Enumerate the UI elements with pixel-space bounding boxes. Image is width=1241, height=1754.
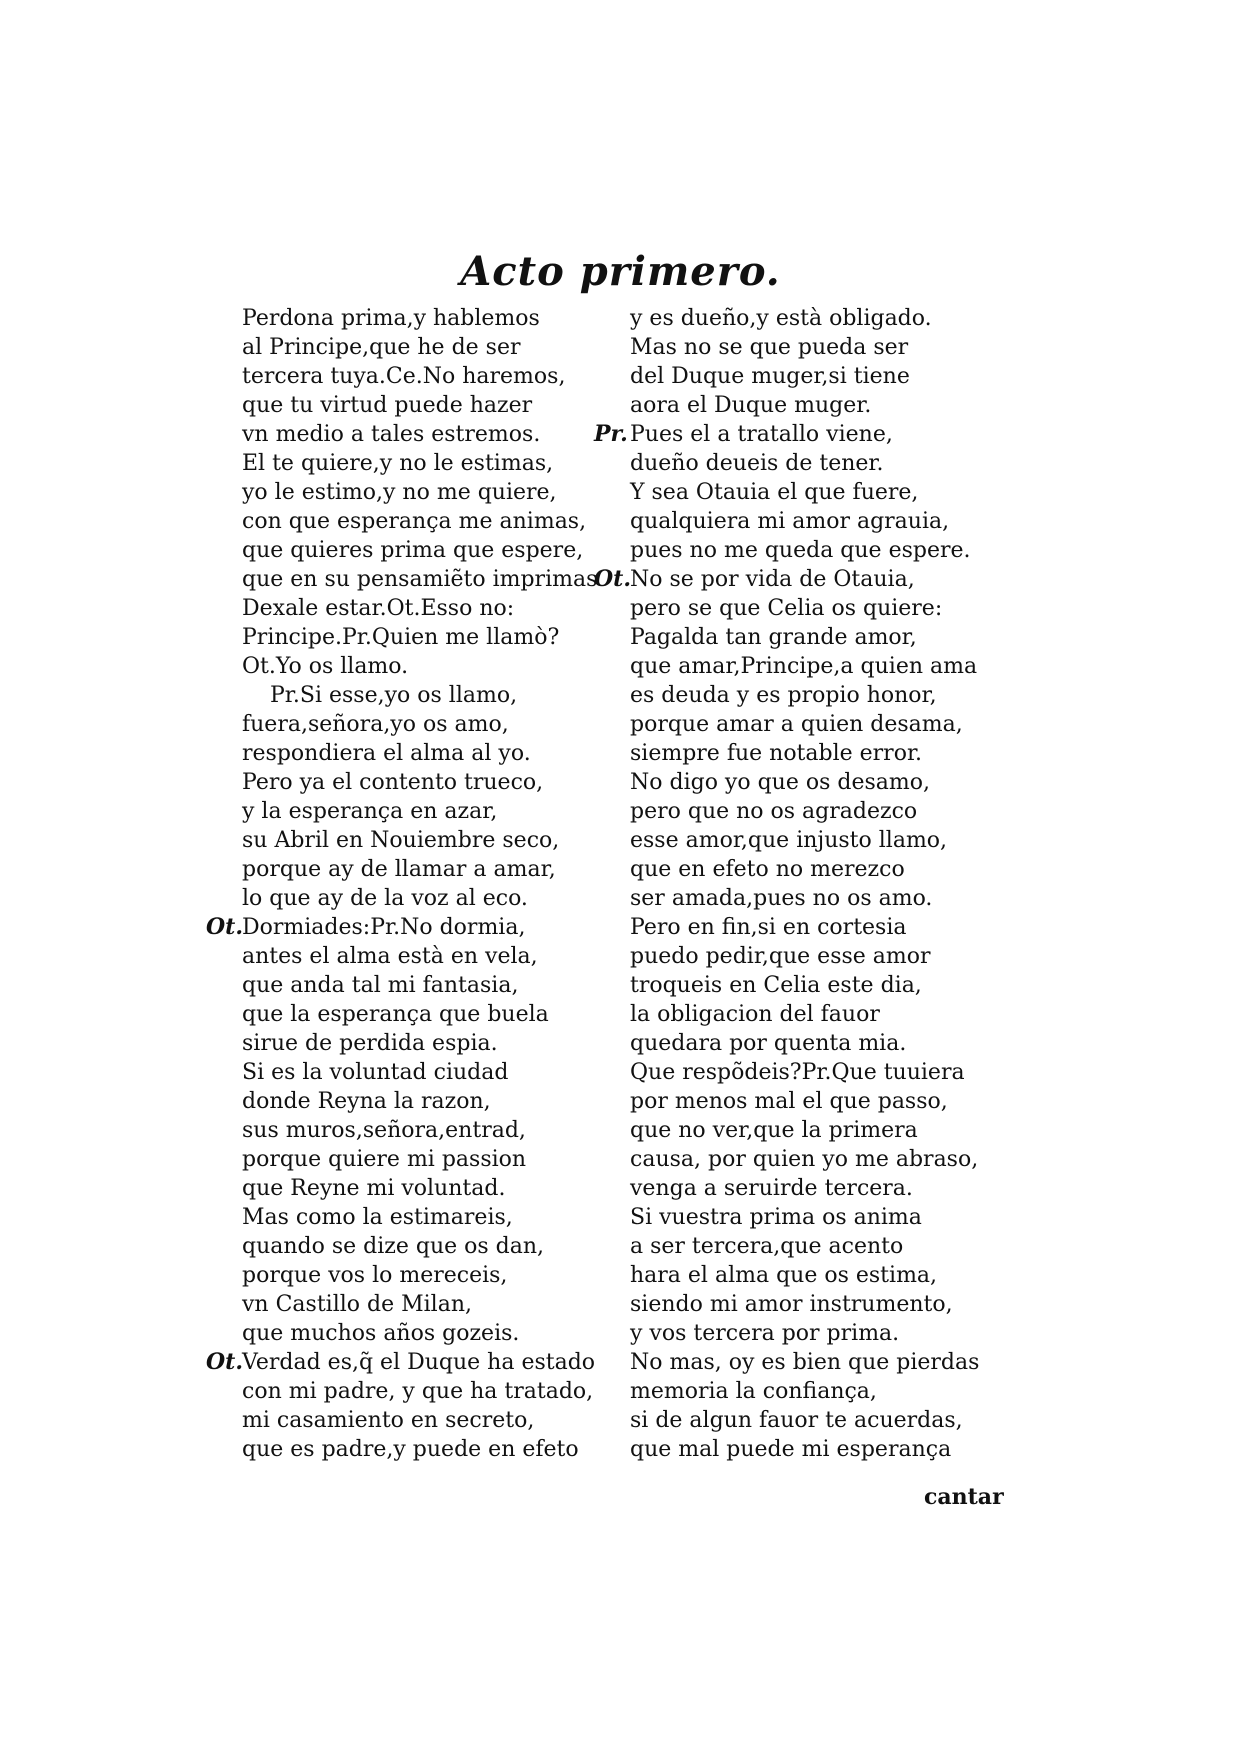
verse-line <box>242 1116 602 1145</box>
verse-text: Si es la voluntad ciudad <box>242 1060 509 1085</box>
verse-line <box>242 971 602 1000</box>
verse-text: Mas como la estimareis, <box>242 1205 513 1230</box>
verse-text: vn medio a tales estremos. <box>242 422 541 447</box>
verse-text: que anda tal mi fantasia, <box>242 973 519 998</box>
verse-text: Mas no se que pueda ser <box>630 335 909 360</box>
verse-text: porque ay de llamar a amar, <box>242 857 556 882</box>
verse-line <box>242 594 602 623</box>
verse-line <box>630 1435 990 1464</box>
verse-text: causa, por quien yo me abraso, <box>630 1147 979 1172</box>
verse-text: qualquiera mi amor agrauia, <box>630 509 950 534</box>
speaker-label: Ot. <box>206 1349 243 1375</box>
page-title: Acto primero. <box>460 248 781 295</box>
verse-line <box>630 652 990 681</box>
verse-line <box>630 1348 990 1377</box>
verse-line <box>242 1000 602 1029</box>
verse-line <box>242 797 602 826</box>
speaker-label: Pr. <box>594 421 628 447</box>
verse-text: esse amor,que injusto llamo, <box>630 828 948 853</box>
verse-text: sirue de perdida espia. <box>242 1031 498 1056</box>
verse-line <box>630 1145 990 1174</box>
verse-text: al Principe,que he de ser <box>242 335 521 360</box>
verse-text: Si vuestra prima os anima <box>630 1205 922 1230</box>
verse-text: porque vos lo mereceis, <box>242 1263 508 1288</box>
verse-text: Dexale estar.Ot.Esso no: <box>242 596 515 621</box>
verse-line <box>630 942 990 971</box>
verse-line <box>242 710 602 739</box>
verse-text: puedo pedir,que esse amor <box>630 944 931 969</box>
verse-line <box>630 623 990 652</box>
catchword: cantar <box>924 1484 1004 1510</box>
verse-text: dueño deueis de tener. <box>630 451 884 476</box>
verse-line <box>242 420 602 449</box>
verse-line <box>630 971 990 1000</box>
verse-line <box>630 304 990 333</box>
verse-text: venga a seruirde tercera. <box>630 1176 913 1201</box>
verse-text: que no ver,que la primera <box>630 1118 918 1143</box>
verse-text: que tu virtud puede hazer <box>242 393 533 418</box>
verse-text: quedara por quenta mia. <box>630 1031 907 1056</box>
verse-text: Pero ya el contento trueco, <box>242 770 544 795</box>
speaker-label: Ot. <box>594 566 631 592</box>
verse-line <box>242 1290 602 1319</box>
verse-text: que amar,Principe,a quien ama <box>630 654 978 679</box>
verse-line <box>630 1261 990 1290</box>
verse-text: quando se dize que os dan, <box>242 1234 545 1259</box>
verse-line <box>630 362 990 391</box>
verse-text: tercera tuya.Ce.No haremos, <box>242 364 566 389</box>
verse-text: antes el alma està en vela, <box>242 944 538 969</box>
verse-text: troqueis en Celia este dia, <box>630 973 922 998</box>
verse-text: que muchos años gozeis. <box>242 1321 520 1346</box>
verse-text: y la esperança en azar, <box>242 799 498 824</box>
verse-text: que la esperança que buela <box>242 1002 549 1027</box>
verse-text: ser amada,pues no os amo. <box>630 886 933 911</box>
verse-line <box>242 1145 602 1174</box>
verse-text: que Reyne mi voluntad. <box>242 1176 506 1201</box>
verse-line <box>242 1319 602 1348</box>
verse-line <box>242 884 602 913</box>
verse-line <box>630 1203 990 1232</box>
verse-text: por menos mal el que passo, <box>630 1089 948 1114</box>
verse-line <box>630 594 990 623</box>
verse-text: siendo mi amor instrumento, <box>630 1292 953 1317</box>
verse-text: fuera,señora,yo os amo, <box>242 712 509 737</box>
verse-text: aora el Duque muger. <box>630 393 872 418</box>
verse-line <box>630 478 990 507</box>
verse-text: del Duque muger,si tiene <box>630 364 910 389</box>
verse-line <box>630 1000 990 1029</box>
verse-text: Pero en fin,si en cortesia <box>630 915 907 940</box>
verse-line <box>630 1116 990 1145</box>
left-column <box>206 304 602 1464</box>
verse-text: y vos tercera por prima. <box>630 1321 900 1346</box>
verse-line <box>630 1058 990 1087</box>
verse-line <box>630 681 990 710</box>
verse-line <box>630 1232 990 1261</box>
verse-text: pero que no os agradezco <box>630 799 918 824</box>
verse-text: porque amar a quien desama, <box>630 712 963 737</box>
verse-line <box>242 449 602 478</box>
verse-text: mi casamiento en secreto, <box>242 1408 535 1433</box>
verse-text: y es dueño,y està obligado. <box>630 306 932 331</box>
verse-text: El te quiere,y no le estimas, <box>242 451 554 476</box>
verse-line <box>242 1406 602 1435</box>
verse-text: No mas, oy es bien que pierdas <box>630 1350 980 1375</box>
verse-line <box>242 1029 602 1058</box>
verse-line <box>630 826 990 855</box>
verse-text: No se por vida de Otauia, <box>630 567 915 592</box>
verse-line <box>594 565 990 594</box>
verse-text: siempre fue notable error. <box>630 741 923 766</box>
verse-text: Perdona prima,y hablemos <box>242 306 540 331</box>
verse-line <box>242 1203 602 1232</box>
verse-text: con que esperança me animas, <box>242 509 587 534</box>
verse-text: pero se que Celia os quiere: <box>630 596 943 621</box>
verse-text: pues no me queda que espere. <box>630 538 971 563</box>
verse-line <box>630 333 990 362</box>
verse-line <box>242 1232 602 1261</box>
verse-line <box>242 536 602 565</box>
verse-text: porque quiere mi passion <box>242 1147 527 1172</box>
verse-text: es deuda y es propio honor, <box>630 683 937 708</box>
verse-text: Pues el a tratallo viene, <box>630 422 893 447</box>
verse-line <box>242 768 602 797</box>
verse-line <box>630 797 990 826</box>
right-column <box>594 304 990 1464</box>
verse-text: Y sea Otauia el que fuere, <box>630 480 919 505</box>
verse-line <box>630 1174 990 1203</box>
verse-line <box>630 391 990 420</box>
verse-text: que es padre,y puede en efeto <box>242 1437 579 1462</box>
verse-line <box>242 362 602 391</box>
verse-line <box>242 565 602 594</box>
verse-line <box>630 913 990 942</box>
verse-line <box>630 1377 990 1406</box>
verse-line <box>630 855 990 884</box>
speaker-label: Ot. <box>206 914 243 940</box>
verse-text: vn Castillo de Milan, <box>242 1292 472 1317</box>
verse-line <box>242 478 602 507</box>
verse-line <box>242 1435 602 1464</box>
verse-text: si de algun fauor te acuerdas, <box>630 1408 963 1433</box>
verse-line <box>630 768 990 797</box>
verse-line <box>242 1377 602 1406</box>
verse-line <box>242 1058 602 1087</box>
verse-line <box>242 1261 602 1290</box>
verse-line <box>242 623 602 652</box>
verse-line <box>630 710 990 739</box>
verse-line <box>242 1174 602 1203</box>
verse-line <box>206 913 602 942</box>
verse-text: yo le estimo,y no me quiere, <box>242 480 557 505</box>
verse-text: Verdad es,q̃ el Duque ha estado <box>242 1350 596 1375</box>
verse-text: hara el alma que os estima, <box>630 1263 938 1288</box>
verse-line <box>242 826 602 855</box>
verse-line <box>242 391 602 420</box>
verse-text: donde Reyna la razon, <box>242 1089 491 1114</box>
verse-line <box>242 739 602 768</box>
verse-line <box>242 304 602 333</box>
verse-text: que en su pensamiẽto imprimas <box>242 567 598 592</box>
verse-line <box>630 449 990 478</box>
verse-line <box>630 1290 990 1319</box>
verse-text: la obligacion del fauor <box>630 1002 880 1027</box>
verse-line <box>630 1029 990 1058</box>
verse-line <box>630 1319 990 1348</box>
verse-line <box>630 739 990 768</box>
verse-text: lo que ay de la voz al eco. <box>242 886 528 911</box>
verse-text: que quieres prima que espere, <box>242 538 584 563</box>
verse-text: Que respõdeis?Pr.Que tuuiera <box>630 1060 965 1085</box>
verse-text: Principe.Pr.Quien me llamò? <box>242 625 560 650</box>
verse-text: con mi padre, y que ha tratado, <box>242 1379 594 1404</box>
verse-line <box>630 1406 990 1435</box>
verse-line <box>594 420 990 449</box>
verse-text: sus muros,señora,entrad, <box>242 1118 526 1143</box>
verse-text: Pagalda tan grande amor, <box>630 625 917 650</box>
verse-line <box>630 884 990 913</box>
verse-line <box>242 333 602 362</box>
verse-text: respondiera el alma al yo. <box>242 741 531 766</box>
verse-text: que mal puede mi esperança <box>630 1437 952 1462</box>
verse-text: Ot.Yo os llamo. <box>242 654 409 679</box>
verse-line <box>242 681 602 710</box>
verse-line <box>242 507 602 536</box>
verse-line <box>242 652 602 681</box>
verse-line <box>630 536 990 565</box>
verse-text: No digo yo que os desamo, <box>630 770 930 795</box>
verse-line <box>206 1348 602 1377</box>
verse-text: a ser tercera,que acento <box>630 1234 904 1259</box>
verse-line <box>630 507 990 536</box>
verse-text: su Abril en Nouiembre seco, <box>242 828 560 853</box>
verse-line <box>242 1087 602 1116</box>
verse-text: Pr.Si esse,yo os llamo, <box>270 683 518 708</box>
verse-text: Dormiades:Pr.No dormia, <box>242 915 526 940</box>
verse-line <box>242 942 602 971</box>
verse-line <box>242 855 602 884</box>
verse-text: memoria la confiança, <box>630 1379 877 1404</box>
verse-text: que en efeto no merezco <box>630 857 905 882</box>
verse-line <box>630 1087 990 1116</box>
